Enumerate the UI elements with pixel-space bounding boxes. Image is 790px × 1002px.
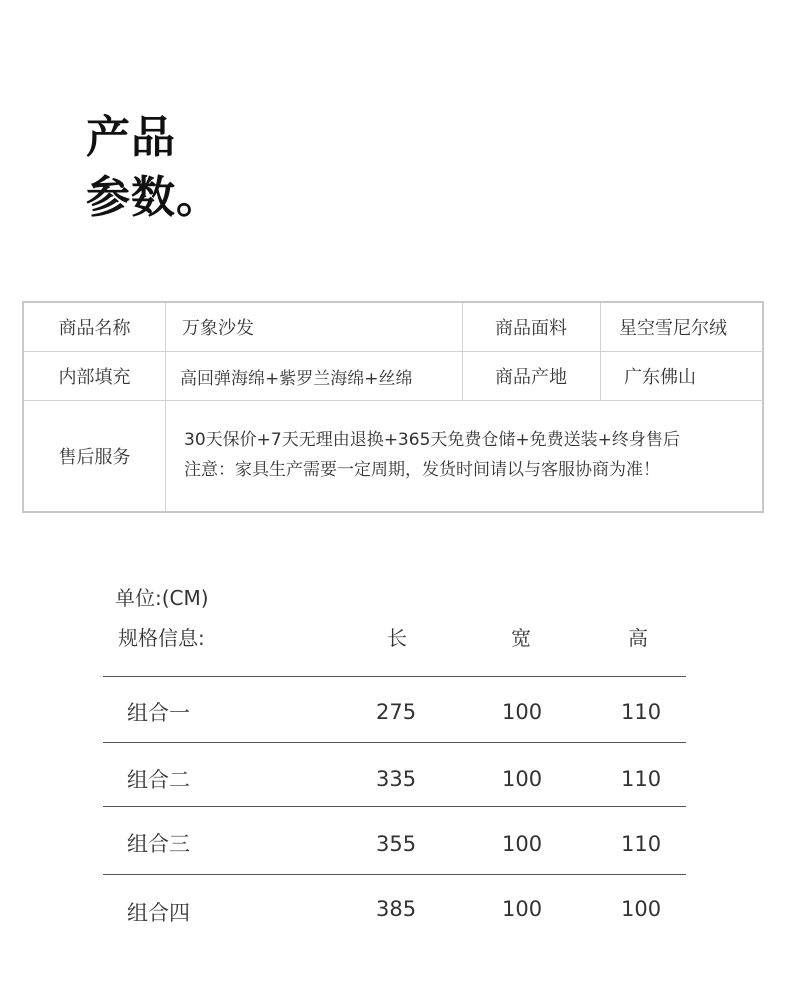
spec-row-length: 355	[376, 832, 417, 856]
column-width: 宽	[511, 626, 531, 650]
spec-row-width: 100	[502, 700, 543, 724]
heading-line-1: 产品	[86, 112, 176, 163]
spec-row-name: 组合四	[127, 901, 190, 925]
heading-line-2: 参数。	[86, 172, 221, 223]
spec-divider	[103, 874, 686, 875]
spec-row-height: 110	[621, 700, 662, 724]
page-heading	[86, 108, 221, 228]
spec-row-length: 335	[376, 767, 417, 791]
filling-label: 内部填充	[58, 367, 131, 388]
service-text	[184, 425, 680, 485]
fabric-label: 商品面料	[495, 318, 567, 339]
spec-divider	[103, 742, 686, 743]
product-params-table	[22, 301, 764, 513]
unit-label: 单位:(CM)	[115, 586, 209, 610]
spec-row-length: 385	[376, 897, 417, 921]
spec-row-width: 100	[502, 767, 543, 791]
service-line-1: 30天保价+7天无理由退换+365天免费仓储+免费送装+终身售后	[184, 430, 680, 450]
origin-value: 广东佛山	[624, 367, 696, 388]
spec-row-length: 275	[376, 700, 417, 724]
spec-row-name: 组合一	[127, 701, 190, 725]
origin-label: 商品产地	[495, 367, 567, 388]
name-value: 万象沙发	[182, 318, 254, 339]
spec-row-height: 100	[621, 897, 662, 921]
fabric-value: 星空雪尼尔绒	[619, 318, 727, 339]
spec-row-name: 组合三	[127, 832, 190, 856]
filling-value: 高回弹海绵+紫罗兰海绵+丝绵	[180, 368, 413, 389]
spec-divider	[103, 806, 686, 807]
column-height: 高	[628, 626, 648, 650]
spec-row-height: 110	[621, 832, 662, 856]
service-label: 售后服务	[58, 447, 131, 468]
name-label: 商品名称	[58, 318, 131, 339]
spec-divider	[103, 676, 686, 677]
column-length: 长	[387, 626, 407, 650]
spec-row-name: 组合二	[127, 768, 190, 792]
spec-row-width: 100	[502, 897, 543, 921]
table-divider	[165, 303, 166, 511]
spec-row-width: 100	[502, 832, 543, 856]
spec-row-height: 110	[621, 767, 662, 791]
service-line-2: 注意：家具生产需要一定周期，发货时间请以与客服协商为准！	[184, 460, 660, 480]
spec-header-label: 规格信息:	[118, 626, 205, 650]
